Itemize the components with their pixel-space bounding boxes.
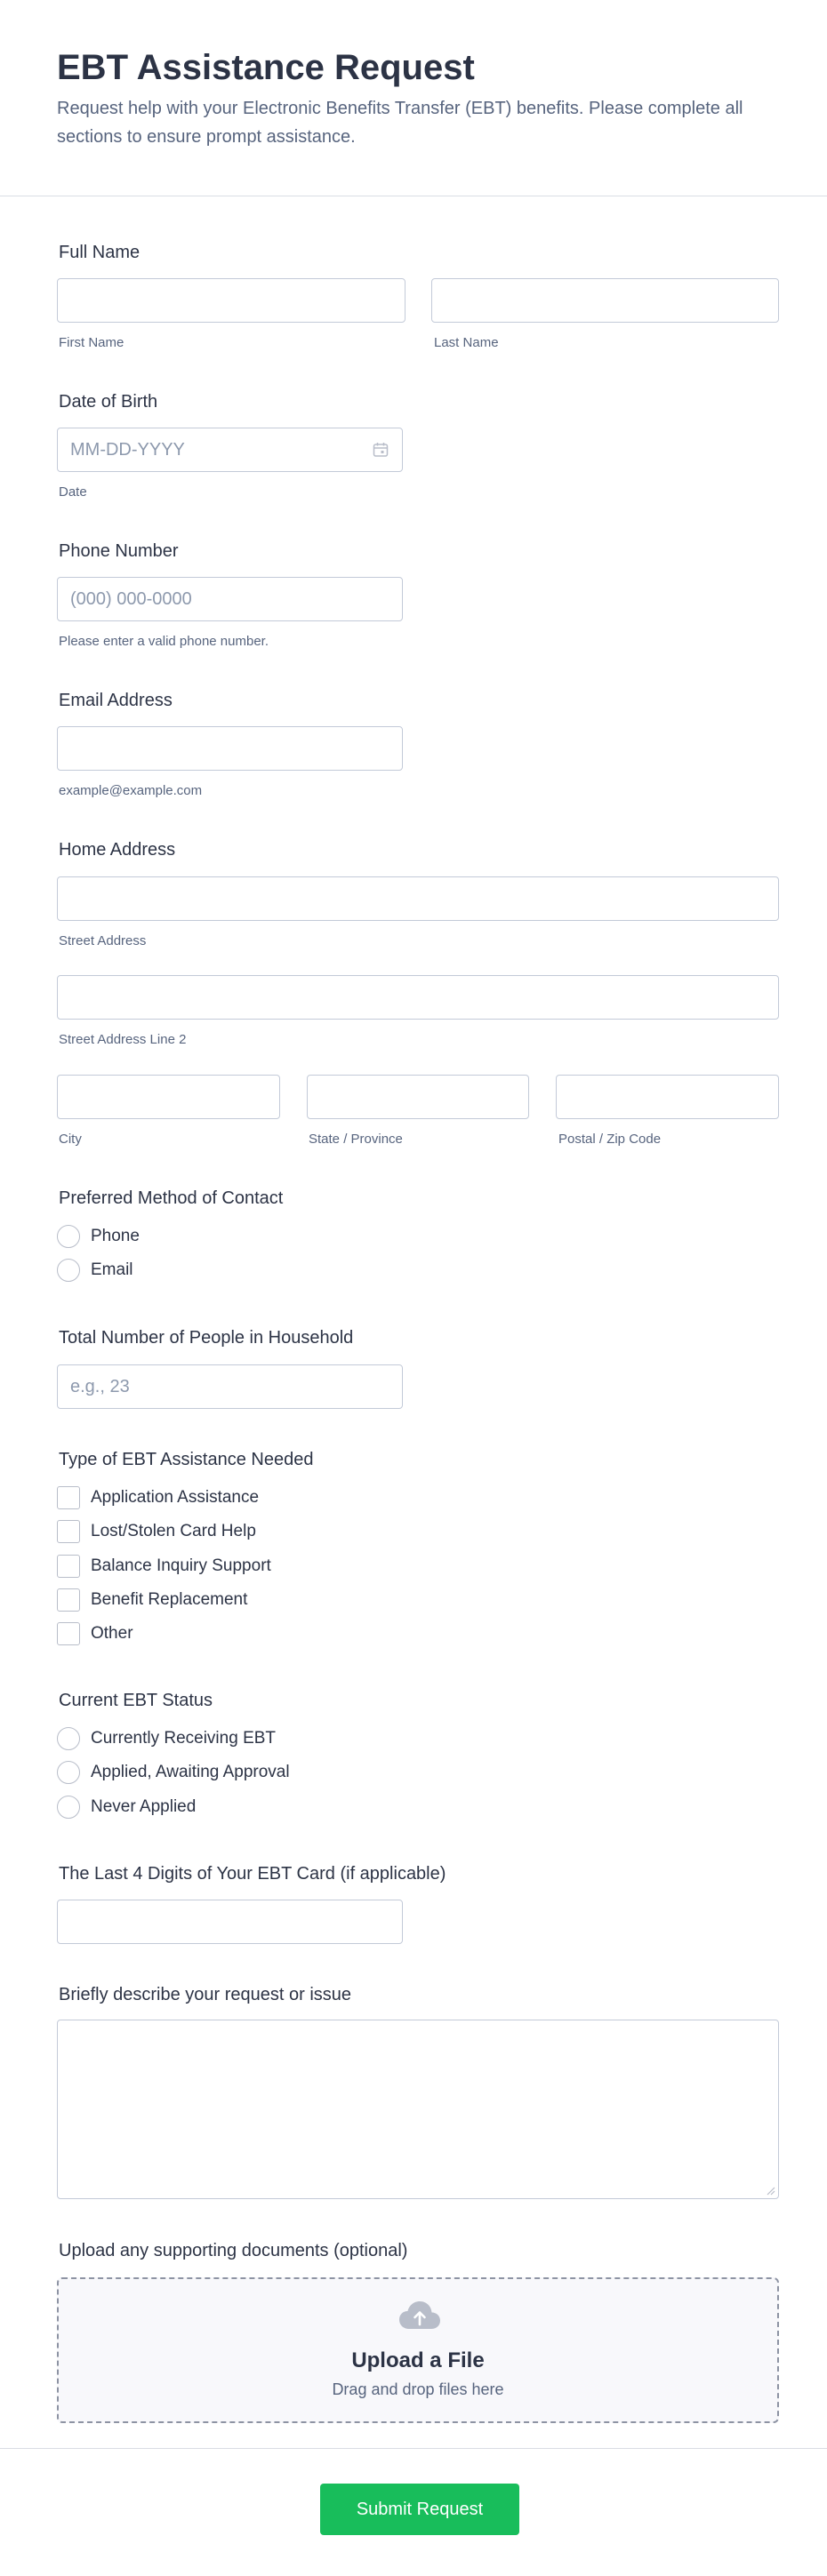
phone-input[interactable] — [57, 577, 403, 621]
email-label: Email Address — [59, 691, 173, 710]
assistance-option-lost-card[interactable] — [57, 1519, 256, 1544]
zip-sublabel: Postal / Zip Code — [558, 1132, 662, 1147]
first-name-input[interactable] — [57, 278, 405, 323]
option-label: Applied, Awaiting Approval — [91, 1763, 290, 1781]
email-sublabel: example@example.com — [59, 783, 203, 798]
contact-method-label: Preferred Method of Contact — [59, 1188, 284, 1208]
zip-input[interactable] — [556, 1075, 779, 1119]
form-header — [57, 44, 777, 151]
checkbox[interactable] — [57, 1555, 80, 1578]
status-option-receiving[interactable] — [57, 1726, 276, 1751]
option-label: Balance Inquiry Support — [91, 1556, 271, 1575]
last-name-sublabel: Last Name — [434, 335, 499, 350]
option-label: Email — [91, 1260, 133, 1279]
phone-label: Phone Number — [59, 541, 179, 561]
upload-label: Upload any supporting documents (optional) — [59, 2241, 408, 2260]
status-option-never[interactable] — [57, 1795, 196, 1820]
address-label: Home Address — [59, 840, 176, 860]
contact-option-email[interactable] — [57, 1258, 133, 1283]
file-upload-dropzone[interactable] — [57, 2277, 779, 2423]
radio-button[interactable] — [57, 1761, 80, 1784]
phone-sublabel: Please enter a valid phone number. — [59, 634, 269, 649]
page-title: EBT Assistance Request — [57, 48, 475, 87]
checkbox[interactable] — [57, 1486, 80, 1509]
last-name-input[interactable] — [431, 278, 779, 323]
status-option-awaiting[interactable] — [57, 1760, 290, 1785]
dob-label: Date of Birth — [59, 392, 158, 412]
checkbox[interactable] — [57, 1622, 80, 1645]
card-digits-input[interactable] — [57, 1900, 403, 1944]
street-address-line2-sublabel: Street Address Line 2 — [59, 1032, 187, 1047]
radio-button[interactable] — [57, 1259, 80, 1282]
street-address-line2-input[interactable] — [57, 975, 779, 1020]
upload-title: Upload a File — [351, 2348, 485, 2372]
contact-option-phone[interactable] — [57, 1224, 140, 1249]
assistance-option-application[interactable] — [57, 1485, 259, 1510]
page-subtitle: Request help with your Electronic Benefits Transfer (EBT) benefits. Please complete all sections to ensure prompt assistance. — [57, 99, 743, 147]
assistance-option-balance[interactable] — [57, 1554, 271, 1579]
radio-button[interactable] — [57, 1796, 80, 1819]
submit-button[interactable]: Submit Request — [320, 2484, 519, 2535]
household-label: Total Number of People in Household — [59, 1328, 354, 1348]
calendar-icon[interactable] — [372, 441, 389, 459]
footer-divider — [0, 2448, 827, 2449]
resize-grip-icon[interactable] — [765, 2185, 775, 2196]
first-name-sublabel: First Name — [59, 335, 124, 350]
option-label: Lost/Stolen Card Help — [91, 1522, 256, 1540]
city-sublabel: City — [59, 1132, 82, 1147]
description-label: Briefly describe your request or issue — [59, 1985, 352, 2004]
upload-subtitle: Drag and drop files here — [332, 2380, 504, 2398]
assistance-option-other[interactable] — [57, 1621, 133, 1646]
street-address-sublabel: Street Address — [59, 933, 147, 948]
dob-input[interactable] — [57, 428, 403, 472]
radio-button[interactable] — [57, 1225, 80, 1248]
option-label: Benefit Replacement — [91, 1590, 248, 1609]
option-label: Never Applied — [91, 1797, 197, 1816]
dob-sublabel: Date — [59, 484, 87, 500]
card-digits-label: The Last 4 Digits of Your EBT Card (if applicable) — [59, 1864, 446, 1884]
option-label: Other — [91, 1624, 133, 1643]
cloud-upload-icon — [398, 2300, 441, 2331]
household-input[interactable] — [57, 1364, 403, 1409]
radio-button[interactable] — [57, 1727, 80, 1750]
checkbox[interactable] — [57, 1588, 80, 1612]
description-textarea[interactable] — [57, 2020, 779, 2199]
state-sublabel: State / Province — [309, 1132, 403, 1147]
option-label: Phone — [91, 1227, 140, 1245]
option-label: Currently Receiving EBT — [91, 1729, 277, 1748]
full-name-label: Full Name — [59, 243, 141, 262]
email-input[interactable] — [57, 726, 403, 771]
checkbox[interactable] — [57, 1520, 80, 1543]
street-address-input[interactable] — [57, 876, 779, 921]
assistance-type-label: Type of EBT Assistance Needed — [59, 1450, 314, 1469]
ebt-status-label: Current EBT Status — [59, 1691, 213, 1710]
option-label: Application Assistance — [91, 1488, 260, 1507]
city-input[interactable] — [57, 1075, 280, 1119]
state-input[interactable] — [307, 1075, 529, 1119]
assistance-option-replacement[interactable] — [57, 1588, 247, 1612]
